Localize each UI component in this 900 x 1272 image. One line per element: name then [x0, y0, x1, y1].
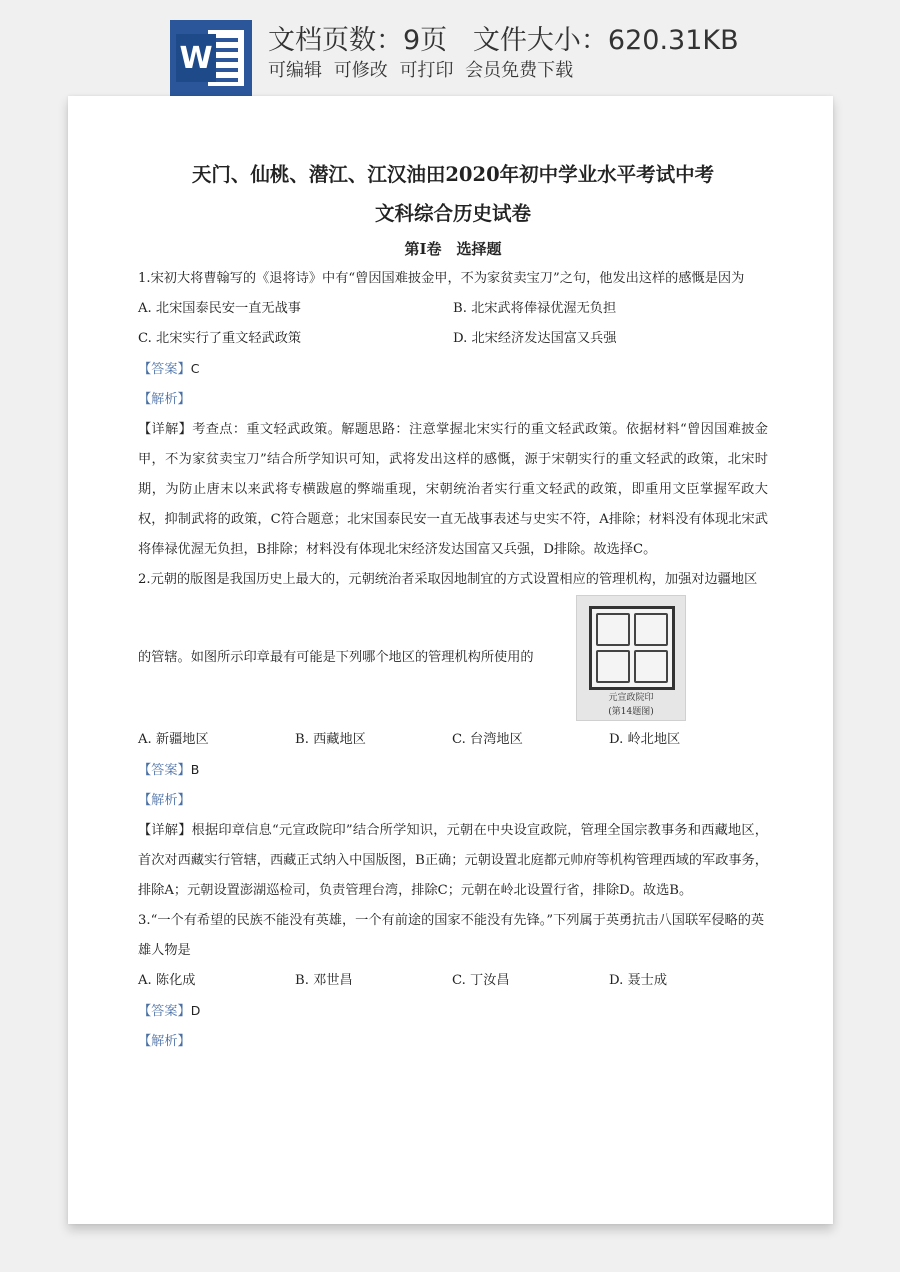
option-c: C. 北宋实行了重文轻武政策: [138, 331, 302, 346]
question-1-answer: [138, 354, 768, 385]
section-heading: 第Ⅰ卷 选择题: [404, 240, 502, 258]
question-2-stem: 2.元朝的版图是我国历史上最大的，元朝统治者采取因地制宜的方式设置相应的管理机构，加强对边疆地区: [138, 572, 758, 587]
option-a: A. 陈化成: [138, 973, 196, 988]
question-2-stem-continued: 的管辖。如图所示印章最有可能是下列哪个地区的管理机构所使用的: [138, 650, 534, 665]
question-3-analysis: [138, 1027, 768, 1057]
answer-value: C: [190, 361, 200, 376]
page-content: [138, 156, 768, 1057]
answer-value: B: [190, 762, 200, 777]
question-3-options: [138, 966, 768, 996]
svg-text:W: W: [179, 41, 213, 76]
question-2-figure-row: [138, 595, 768, 721]
question-3-stem: 3.“一个有希望的民族不能没有英雄，一个有前途的国家不能没有先锋。”下列属于英勇抗击八国联军侵略的英雄人物是: [138, 913, 765, 958]
answer-tag: 【答案】: [138, 763, 191, 778]
question-2-analysis: [138, 786, 768, 816]
option-a: A. 北宋国泰民安一直无战事: [138, 301, 301, 316]
question-1-options-row2: [138, 324, 768, 354]
question-3-answer: [138, 996, 768, 1027]
detail-tag: 【详解】: [138, 823, 192, 838]
option-c: C. 丁汝昌: [452, 973, 510, 988]
word-document-icon: [170, 20, 252, 96]
seal-image: [576, 595, 686, 721]
option-a: A. 新疆地区: [138, 732, 209, 747]
answer-value: D: [190, 1003, 201, 1018]
analysis-tag: 【解析】: [138, 793, 191, 808]
exam-title-line1: 天门、仙桃、潜江、江汉油田2020年初中学业水平考试中考: [191, 163, 715, 186]
seal-caption: 元宣政院印: [608, 693, 654, 703]
option-d: D. 岭北地区: [609, 732, 681, 747]
seal-figure-number: (第14题图): [608, 707, 654, 717]
document-page: [68, 96, 833, 1224]
question-2-detail: [138, 816, 768, 906]
question-1-analysis: [138, 385, 768, 415]
seal-stamp: [589, 606, 675, 690]
option-d: D. 聂士成: [609, 973, 668, 988]
question-1-options-row1: [138, 294, 768, 324]
exam-title-line2: 文科综合历史试卷: [374, 202, 531, 225]
answer-tag: 【答案】: [138, 1004, 191, 1019]
question-1-detail: [138, 415, 768, 565]
option-b: B. 西藏地区: [295, 732, 366, 747]
document-info-subtitle: 可编辑 可修改 可打印 会员免费下载: [268, 60, 574, 81]
option-b: B. 北宋武将俸禄优渥无负担: [453, 301, 617, 316]
question-1-stem: 1.宋初大将曹翰写的《退将诗》中有“曾因国难披金甲，不为家贫卖宝刀”之句，他发出这样的感慨是因为: [138, 271, 745, 286]
detail-text: 根据印章信息“元宣政院印”结合所学知识，元朝在中央设宣政院，管理全国宗教事务和西藏地区，首次对西藏实行管辖，西藏正式纳入中国版图，B正确；元朝设置北庭都元帅府等机构管理西域的军政事务，排除A；元朝设置澎湖巡检司，负责管理台湾，排除C；元朝在岭北设置行省，排除D。故选B。: [138, 823, 768, 898]
analysis-tag: 【解析】: [138, 1034, 191, 1049]
question-2-answer: [138, 755, 768, 786]
question-2-options: [138, 725, 768, 755]
document-info-title: 文档页数：9页 文件大小：620.31KB: [268, 25, 739, 56]
detail-text: 考查点：重文轻武政策。解题思路：注意掌握北宋实行的重文轻武政策。依据材料“曾因国难披金甲，不为家贫卖宝刀”结合所学知识可知，武将发出这样的感慨，源于宋朝实行的重文轻武的政策，北宋时期，为防止唐末以来武将专横跋扈的弊端重现，宋朝统治者实行重文轻武的政策，即重用文臣掌握军政大权，抑制武将的政策，C符合题意；北宋国泰民安一直无战事表述与史实不符，A排除；材料没有体现北宋武将俸禄优渥无负担，B排除；材料没有体现北宋经济发达国富又兵强，D排除。故选择C。: [138, 422, 768, 557]
option-b: B. 邓世昌: [295, 973, 353, 988]
option-c: C. 台湾地区: [452, 732, 523, 747]
analysis-tag: 【解析】: [138, 392, 191, 407]
detail-tag: 【详解】: [138, 422, 193, 437]
download-banner: [0, 0, 900, 96]
answer-tag: 【答案】: [138, 362, 191, 377]
option-d: D. 北宋经济发达国富又兵强: [453, 331, 617, 346]
